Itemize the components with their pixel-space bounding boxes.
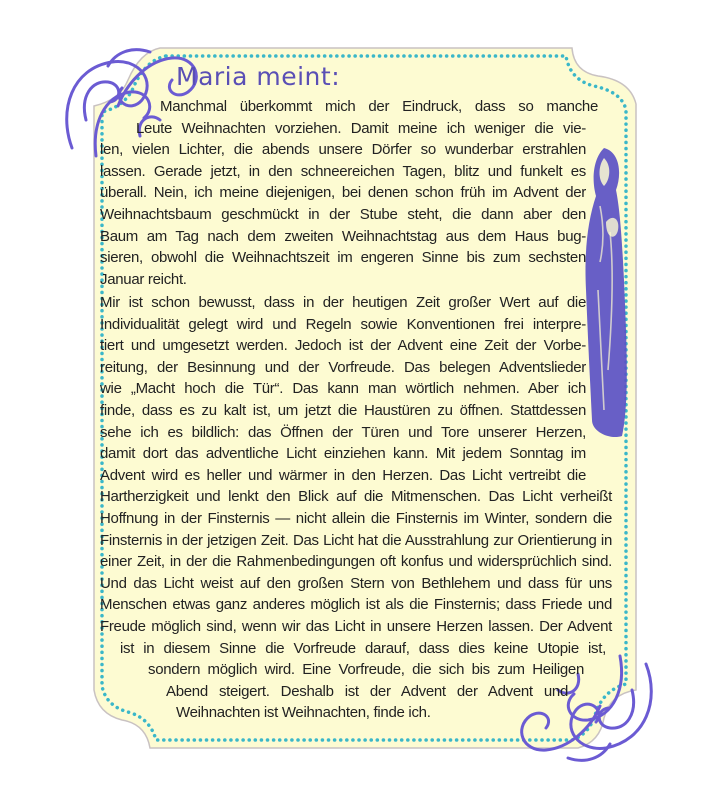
text-line: ist in diesem Sinne die Vorfreude darauf, dass dies keine Utopie ist, xyxy=(120,639,606,657)
text-line: Weihnachtsbaum geschmückt in der Stube steht, die dann aber den xyxy=(100,206,586,223)
text-line: Individualität gelegt wird und Regeln sowie Konventionen frei interpre- xyxy=(100,315,586,333)
text-line: Und das Licht weist auf den großen Stern von Bethlehem und dass für uns xyxy=(100,574,612,592)
text-line: sehe ich es bildlich: das Öffnen der Türen und Tore unserer Herzen, xyxy=(100,423,586,441)
text-line: sondern möglich wird. Eine Vorfreude, die sich bis zum Heiligen xyxy=(148,661,584,679)
text-line: finde, dass es zu kalt ist, um jetzt die Haustüren zu öffnen. Stattdessen xyxy=(100,402,586,419)
text-line: Leute Weihnachten vorziehen. Damit meine ich weniger die vie- xyxy=(136,119,586,137)
text-line: einer Zeit, in der die Rahmenbedingungen oft konfus und widersprüchlich sind. xyxy=(100,553,612,571)
text-line: Abend steigert. Deshalb ist der Advent der Advent und xyxy=(166,682,568,700)
text-line: tiert und umgesetzt werden. Jedoch ist der Advent eine Zeit der Vorbe- xyxy=(100,337,586,355)
text-line: Baum am Tag nach dem zweiten Weihnachtstag aus dem Haus bug- xyxy=(100,227,586,245)
text-line: Menschen etwas ganz anderes möglich ist als die Finsternis; dass Friede und xyxy=(100,596,612,614)
text-line: Mir ist schon bewusst, dass in der heutigen Zeit großer Wert auf die xyxy=(100,294,586,311)
text-line: überall. Nein, ich meine diejenigen, bei denen schon früh im Advent der xyxy=(100,184,586,202)
text-line: wie „Macht hoch die Tür“. Das kann man wörtlich nehmen. Aber ich xyxy=(100,380,586,398)
text-line: Finsternis in der jetzigen Zeit. Das Licht hat die Ausstrahlung zur Orientierung in xyxy=(100,531,612,549)
text-line: damit dort das adventliche Licht einziehen kann. Mit jedem Sonntag im xyxy=(100,445,586,463)
text-line: Hoffnung in der Finsternis — nicht allein die Finsternis im Winter, sondern die xyxy=(100,510,612,527)
text-line: lassen. Gerade jetzt, in den schneereichen Tagen, blitz und funkelt es xyxy=(100,162,586,180)
text-line: reitung, der Besinnung und der Vorfreude. Das belegen Adventslieder xyxy=(100,358,586,376)
text-line: Hartherzigkeit und lenkt den Blick auf die Mitmenschen. Das Licht verheißt xyxy=(100,488,612,506)
text-line: len, vielen Lichter, die abends unsere Dörfer so wunderbar erstrahlen xyxy=(100,141,586,159)
text-line: sieren, obwohl die Weihnachtszeit im engeren Sinne bis zum sechsten xyxy=(100,249,586,267)
text-line: Manchmal überkommt mich der Eindruck, dass so manche xyxy=(160,98,598,115)
text-line: Freude möglich sind, wenn wir das Licht in unsere Herzen lassen. Der Advent xyxy=(100,618,612,635)
text-line: Advent wird es heller und wärmer in den Herzen. Das Licht vertreibt die xyxy=(100,466,586,484)
text-line: Weihnachten ist Weihnachten, finde ich. xyxy=(176,704,431,722)
page-title: Maria meint: xyxy=(176,62,341,91)
text-line: Januar reicht. xyxy=(100,270,187,288)
